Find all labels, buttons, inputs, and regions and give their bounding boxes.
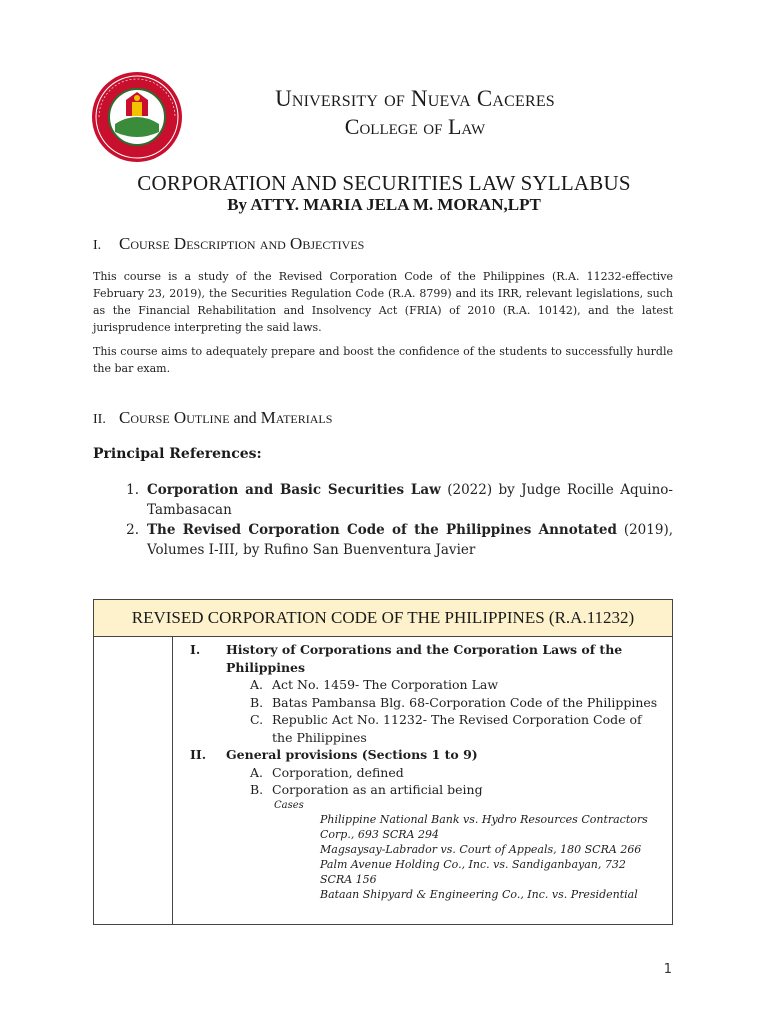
- university-name: University of Nueva Caceres: [275, 86, 555, 111]
- subtopic-text: Corporation as an artificial being: [272, 782, 483, 797]
- reference-title: The Revised Corporation Code of the Philippines Annotated: [147, 522, 617, 538]
- list-number: 1.: [126, 482, 139, 498]
- section-title-a: Course Outline: [119, 408, 230, 427]
- course-description-paragraph: This course is a study of the Revised Corporation Code of the Philippines (R.A. 11232-effective February 23, 2019), the Securities Regulation Code (R.A. 8799) and its IRR, relevant legislations, such as the Financial Rehabilitation and Insolvency Act (FRIA) of 2010 (R.A. 10142), and the latest jurisprudence interpreting the said laws.: [93, 270, 673, 334]
- reference-title: Corporation and Basic Securities Law: [147, 482, 441, 498]
- list-item: [93, 480, 673, 520]
- subtopic-text: Batas Pambansa Blg. 68-Corporation Code of the Philippines: [272, 694, 658, 710]
- outline-topic: [190, 641, 660, 676]
- subtopic-number: C.: [250, 712, 264, 727]
- column-divider: [172, 637, 173, 925]
- topic-title: History of Corporations and the Corporation Laws of the Philippines: [226, 642, 623, 675]
- course-outline-table: [93, 599, 673, 925]
- section-heading-1: [93, 234, 364, 254]
- case-citation: Palm Avenue Holding Co., Inc. vs. Sandiganbayan, 732 SCRA 156: [320, 857, 626, 886]
- page-number: 1: [663, 962, 672, 977]
- university-header: [205, 86, 625, 140]
- case-citation: Magsaysay-Labrador vs. Court of Appeals, 180 SCRA 266: [320, 842, 642, 856]
- course-objective-paragraph: This course aims to adequately prepare and boost the confidence of the students to successfully hurdle the bar exam.: [93, 345, 673, 375]
- outline-topic: [190, 746, 660, 764]
- subtopic-number: B.: [250, 782, 264, 797]
- outline-subtopic: [250, 676, 660, 694]
- section-number: I.: [93, 238, 102, 253]
- syllabus-author: By ATTY. MARIA JELA M. MORAN,LPT: [227, 195, 541, 214]
- principal-references-label: Principal References:: [93, 446, 262, 462]
- case-citation: Bataan Shipyard & Engineering Co., Inc. vs. Presidential: [320, 887, 638, 901]
- university-seal-logo: [90, 70, 184, 164]
- subtopic-text: Act No. 1459- The Corporation Law: [272, 677, 499, 692]
- outline-subtopic: [250, 711, 660, 746]
- section-title-b: Materials: [260, 408, 333, 427]
- subtopic-number: A.: [250, 677, 264, 692]
- outline-subtopic: [250, 694, 660, 712]
- topic-title: General provisions (Sections 1 to 9): [226, 747, 478, 762]
- college-name: College of Law: [344, 114, 486, 139]
- table-header: REVISED CORPORATION CODE OF THE PHILIPPINES (R.A.11232): [94, 600, 672, 637]
- outline-list: [190, 641, 660, 902]
- reference-details: (2019), Volumes I-III, by Rufino San Buenventura Javier: [147, 522, 673, 558]
- case-citation: Philippine National Bank vs. Hydro Resources Contractors Corp., 693 SCRA 294: [320, 812, 648, 841]
- list-number: 2.: [126, 522, 139, 538]
- subtopic-number: B.: [250, 694, 264, 710]
- list-item: [93, 520, 673, 560]
- subtopic-text: Republic Act No. 11232- The Revised Corporation Code of the Philippines: [272, 712, 642, 745]
- section-heading-2: [93, 408, 332, 428]
- outline-subtopic: [250, 764, 660, 782]
- outline-subtopic: [250, 781, 660, 799]
- section-title: Course Description and Objectives: [119, 234, 365, 253]
- section-number: II.: [93, 412, 106, 427]
- topic-number: II.: [190, 747, 207, 762]
- subtopic-text: Corporation, defined: [272, 764, 404, 780]
- reference-details: (2022) by Judge Rocille Aquino-Tambasacan: [147, 482, 673, 518]
- references-list: [93, 480, 673, 560]
- syllabus-title: CORPORATION AND SECURITIES LAW SYLLABUS: [137, 171, 631, 195]
- table-body: [94, 637, 672, 925]
- section-title-and: and: [229, 410, 261, 427]
- topic-number: I.: [190, 642, 201, 657]
- subtopic-number: A.: [250, 764, 264, 780]
- cases-label: Cases: [274, 799, 304, 811]
